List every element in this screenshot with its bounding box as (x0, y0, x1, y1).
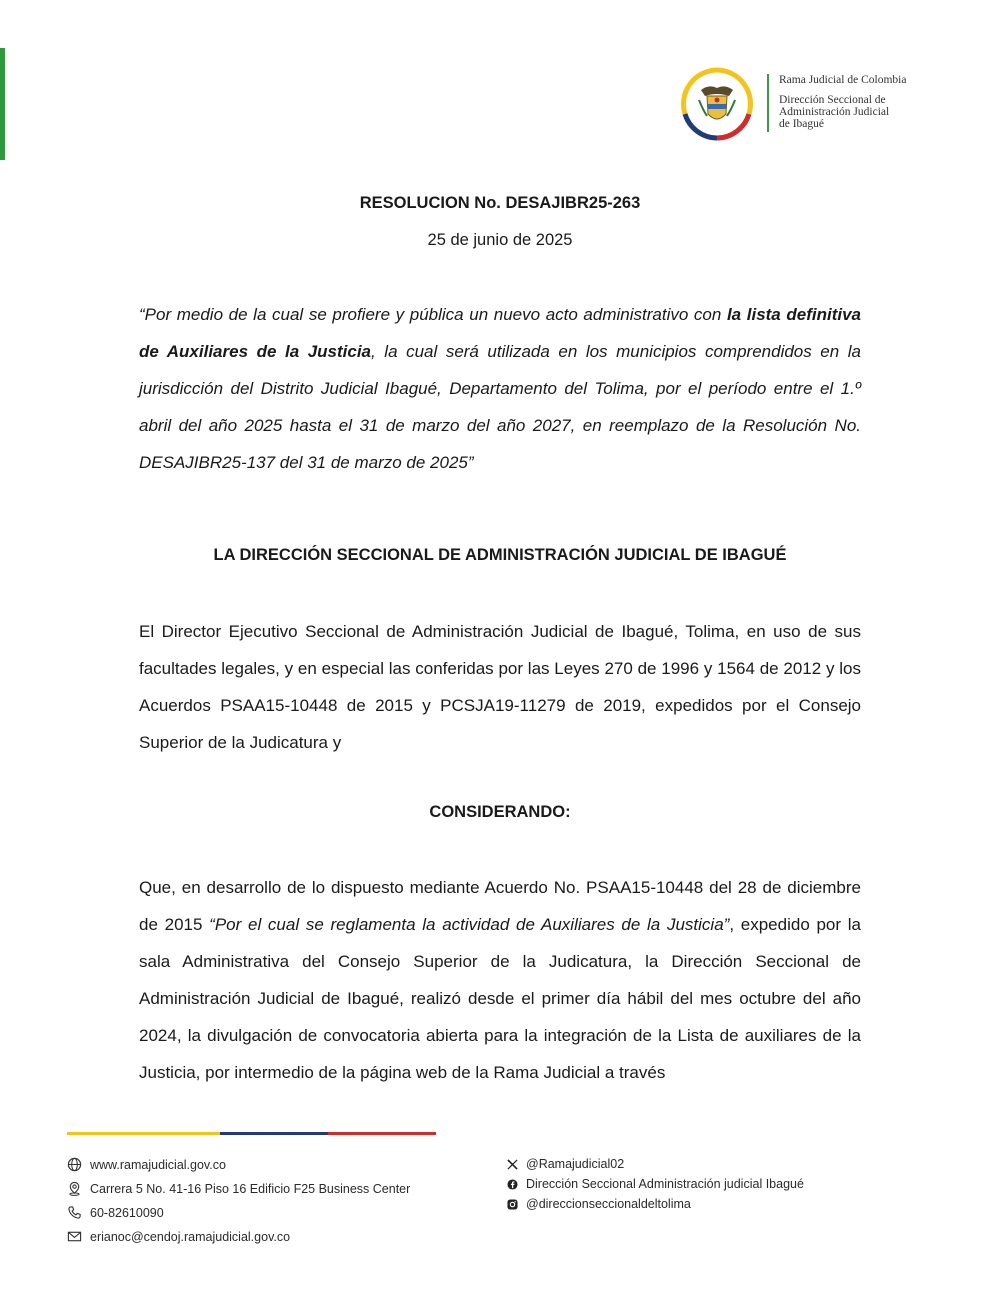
resolution-title: RESOLUCION No. DESAJIBR25-263 (359, 194, 641, 212)
logo-divider (767, 74, 769, 132)
org-unit-line2: Administración Judicial (779, 106, 890, 118)
x-icon (507, 1159, 518, 1170)
globe-icon (67, 1157, 82, 1172)
footer-website[interactable] (67, 1157, 226, 1172)
instagram-text: @direccionseccionaldeltolima (526, 1197, 691, 1211)
resolution-date: 25 de junio de 2025 (427, 231, 573, 249)
left-accent-bar (0, 48, 5, 160)
org-unit-line3: de Ibagué (779, 118, 825, 130)
phone-icon (67, 1205, 82, 1220)
header-logo (679, 66, 1000, 146)
p2-part1: Que, en desarrollo de lo dispuesto mediante Acuerdo No. PSAA15-10448 del 28 de diciembre de 2015 (139, 878, 861, 934)
org-name: Rama Judicial de Colombia (779, 74, 907, 86)
footer-twitter[interactable] (507, 1157, 624, 1171)
paragraph-considerando (139, 869, 861, 1091)
twitter-text: @Ramajudicial02 (526, 1157, 625, 1171)
section-title: LA DIRECCIÓN SECCIONAL DE ADMINISTRACIÓN JUDICIAL DE IBAGUÉ (213, 546, 787, 564)
footer-line-blue (220, 1132, 328, 1135)
email-text: erianoc@cendoj.ramajudicial.gov.co (90, 1229, 291, 1244)
footer-address (67, 1181, 410, 1196)
footer-email[interactable] (67, 1229, 290, 1244)
instagram-icon (507, 1199, 518, 1210)
considerando-heading: CONSIDERANDO: (429, 803, 571, 821)
footer-facebook[interactable] (507, 1177, 804, 1191)
org-unit-line1: Dirección Seccional de (779, 94, 886, 106)
footer-line-yellow (67, 1132, 220, 1135)
facebook-text: Dirección Seccional Administración judicial Ibagué (526, 1177, 804, 1191)
footer-line-red (328, 1132, 436, 1135)
p2-part2: , expedido por la sala Administrativa del Consejo Superior de la Judicatura, la Dirección Seccional de Administración Judicial de Ibagué, realizó desde el primer día hábil del mes octubre del año 2024, la divulgación de convocatoria abierta para la integración de la Lista de auxiliares de la Justicia, por intermedio de la página web de la Rama Judicial a través (139, 915, 861, 1082)
footer-phone[interactable] (67, 1205, 164, 1220)
subject-part2: , la cual será utilizada en los municipios comprendidos en la jurisdicción del Distrito Judicial Ibagué, Departamento del Tolima, por el período entre el 1.º abril del año 2025 hasta el 31 de marzo del año 2027, en reemplazo de la Resolución No. DESAJIBR25-137 del 31 de marzo de 2025” (139, 342, 861, 472)
resolution-subject (139, 296, 861, 481)
phone-text: 60-82610090 (90, 1205, 164, 1220)
paragraph-authority: El Director Ejecutivo Seccional de Administración Judicial de Ibagué, Tolima, en uso de sus facultades legales, y en especial las conferidas por las Leyes 270 de 1996 y 1564 de 2012 y los Acuerdos PSAA15-10448 de 2015 y PCSJA19-11279 de 2019, expedidos por el Consejo Superior de la Judicatura y (139, 622, 861, 752)
address-text: Carrera 5 No. 41-16 Piso 16 Edificio F25 Business Center (90, 1181, 411, 1196)
facebook-icon (507, 1179, 518, 1190)
location-icon (67, 1181, 82, 1196)
mail-icon (67, 1229, 82, 1244)
subject-part1: “Por medio de la cual se profiere y pública un nuevo acto administrativo con (139, 305, 727, 324)
website-text: www.ramajudicial.gov.co (90, 1157, 226, 1172)
logo-text (779, 74, 906, 130)
coat-of-arms-icon (679, 66, 755, 142)
subject-bold: la lista definitiva de Auxiliares de la Justicia (139, 305, 861, 361)
footer-instagram[interactable] (507, 1197, 691, 1211)
p2-italic: “Por el cual se reglamenta la actividad de Auxiliares de la Justicia” (209, 915, 730, 934)
